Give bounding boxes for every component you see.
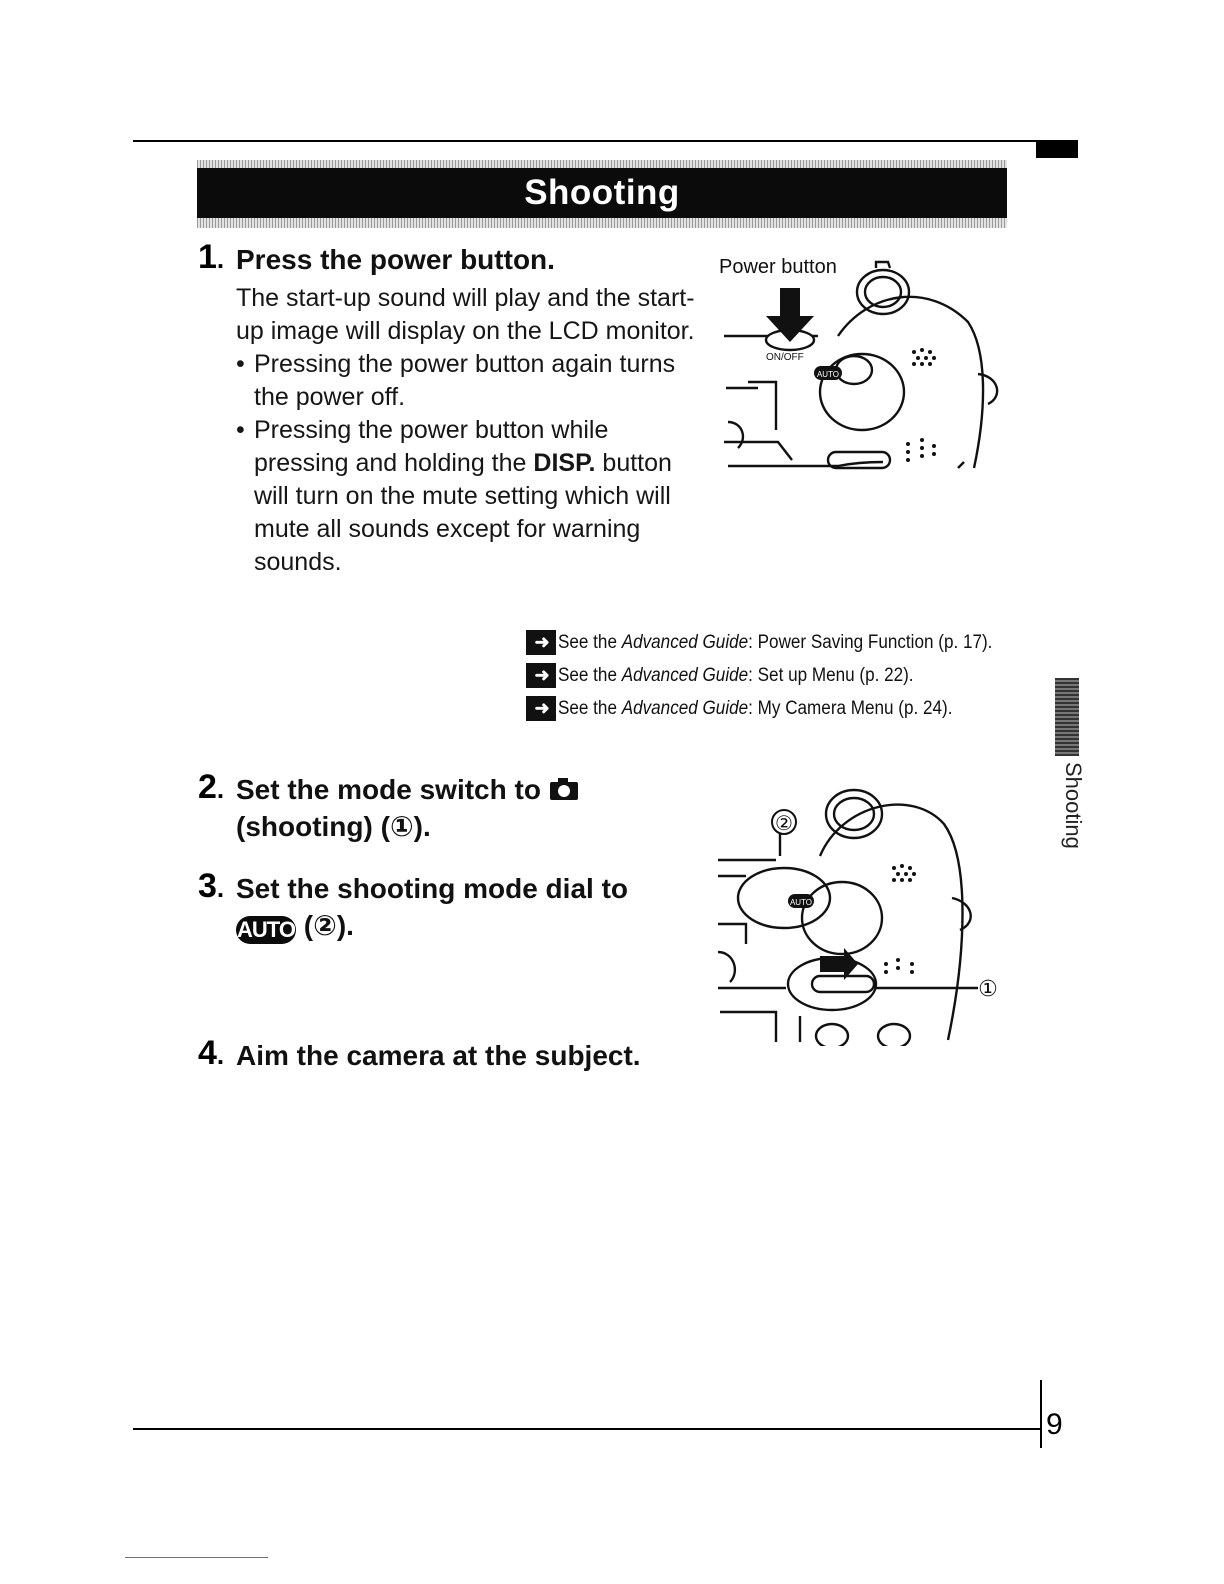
reference-item[interactable]: ➜ See the Advanced Guide: Power Saving Function (p. 17). bbox=[526, 626, 1041, 659]
arrow-right-icon: ➜ bbox=[526, 630, 556, 655]
reference-list bbox=[526, 626, 1041, 725]
page-number: 9 bbox=[1046, 1408, 1063, 1441]
step-1-bullet-1: • Pressing the power button again turns the power off. bbox=[236, 348, 706, 414]
power-button-callout: Power button bbox=[719, 256, 837, 278]
on-off-switch-label: ON/OFF bbox=[766, 352, 804, 363]
step-2-title: Set the mode switch to (shooting) (①). bbox=[236, 771, 676, 845]
reference-item[interactable]: ➜ See the Advanced Guide: Set up Menu (p. 22). bbox=[526, 659, 1041, 692]
section-title: Shooting bbox=[524, 173, 680, 212]
auto-dial-label-2: AUTO bbox=[789, 898, 813, 907]
step-1-body bbox=[236, 282, 706, 579]
mode-dial-illustration bbox=[716, 784, 1010, 1046]
bottom-rule bbox=[133, 1428, 1041, 1430]
reference-item[interactable]: ➜ See the Advanced Guide: My Camera Menu (p. 24). bbox=[526, 692, 1041, 725]
auto-mode-icon: AUTO bbox=[237, 917, 295, 942]
step-3-title: Set the shooting mode dial to AUTO (②). bbox=[236, 873, 628, 942]
side-tab-marker bbox=[1055, 678, 1079, 756]
marker-1: ① bbox=[978, 977, 998, 1002]
step-2-number: 2. bbox=[198, 768, 225, 806]
step-1-title: Press the power button. bbox=[236, 244, 555, 275]
side-tab-label: Shooting bbox=[1061, 762, 1086, 849]
page-number-divider bbox=[1040, 1380, 1042, 1448]
section-tab-marker bbox=[1036, 140, 1078, 158]
marker-2: ② bbox=[775, 811, 793, 835]
link-underline bbox=[125, 1557, 268, 1558]
step-3-number: 3. bbox=[198, 867, 225, 905]
top-rule bbox=[133, 140, 1077, 142]
step-1-number: 1. bbox=[198, 238, 225, 276]
step-1-paragraph: The start-up sound will play and the start-up image will display on the LCD monitor. bbox=[236, 284, 695, 345]
disp-button-label: DISP. bbox=[533, 449, 596, 477]
power-button-illustration bbox=[718, 252, 1008, 480]
step-4-title: Aim the camera at the subject. bbox=[236, 1040, 641, 1071]
camera-icon bbox=[549, 777, 579, 801]
arrow-right-icon: ➜ bbox=[526, 696, 556, 721]
auto-dial-label: AUTO bbox=[816, 370, 840, 379]
section-title-bar bbox=[197, 160, 1007, 228]
step-1-bullet-2: • Pressing the power button while pressing and holding the DISP. button will turn on the mute setting which will mute all sounds except for warning sounds. bbox=[236, 414, 706, 579]
arrow-right-icon: ➜ bbox=[526, 663, 556, 688]
step-4-number: 4. bbox=[198, 1034, 225, 1072]
